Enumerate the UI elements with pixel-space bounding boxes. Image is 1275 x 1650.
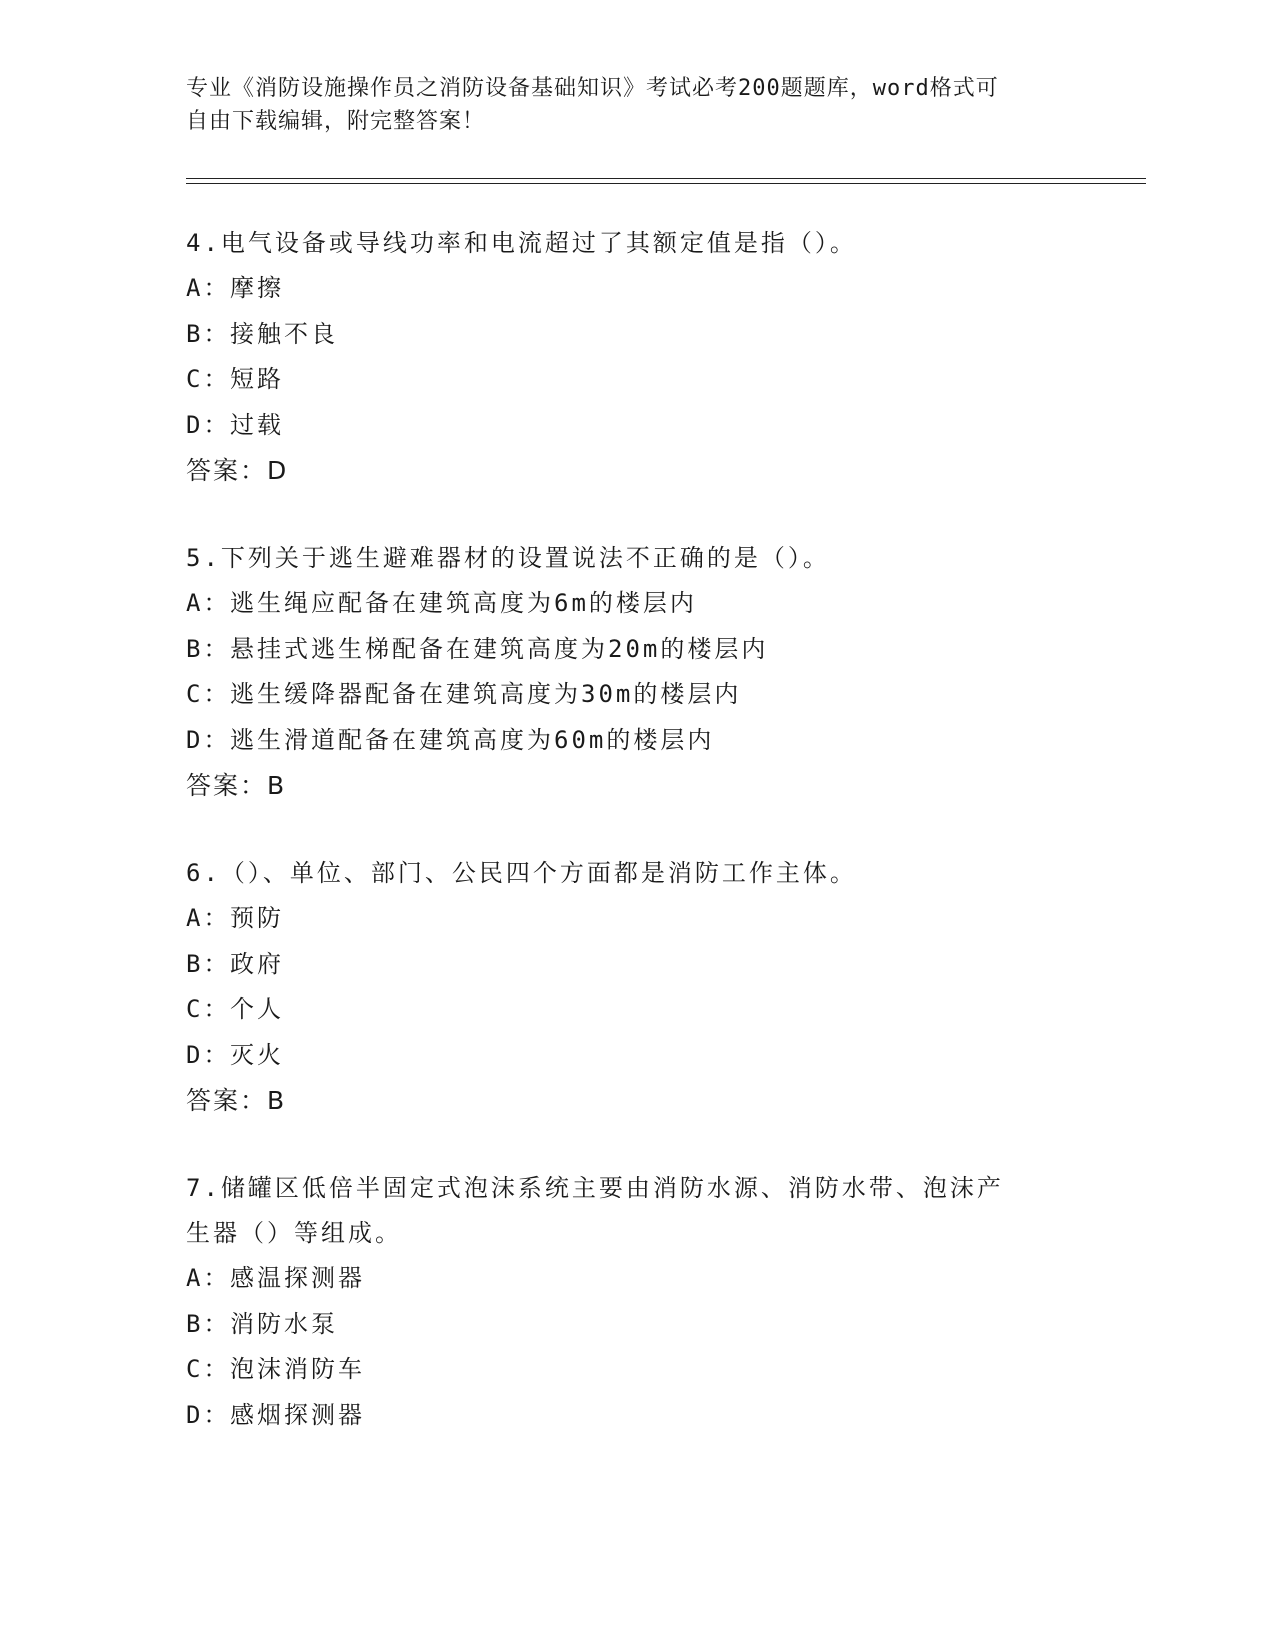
option-b — [186, 942, 1086, 988]
question-stem — [186, 221, 1086, 266]
option-key: D： — [186, 410, 231, 439]
option-key: B： — [186, 1309, 231, 1338]
option-text: 感烟探测器 — [230, 1400, 365, 1429]
answer-line: 答案：D — [186, 456, 289, 485]
header-divider-top — [186, 178, 1146, 179]
option-text: 感温探测器 — [230, 1264, 365, 1292]
answer-line: 答案：B — [186, 771, 287, 800]
header-line-2: 自由下载编辑，附完整答案！ — [186, 109, 486, 134]
option-key: C： — [186, 680, 231, 708]
option-key: B： — [186, 949, 231, 978]
option-c — [186, 357, 1086, 403]
answer-line: 答案：B — [186, 1086, 287, 1115]
question-stem-line: 4.电气设备或导线功率和电流超过了其额定值是指（）。 — [186, 229, 857, 257]
option-c — [186, 987, 1086, 1033]
option-key: D： — [186, 1400, 231, 1429]
option-key: C： — [186, 1355, 231, 1383]
option-text: 过载 — [230, 410, 284, 439]
option-key: A： — [186, 904, 231, 932]
question-block — [186, 1166, 1086, 1438]
option-b — [186, 627, 1086, 673]
option-d — [186, 1393, 1086, 1439]
option-key: B： — [186, 319, 231, 348]
option-text: 消防水泵 — [230, 1309, 338, 1338]
question-stem-line: 6.（）、单位、部门、公民四个方面都是消防工作主体。 — [186, 859, 857, 887]
option-c — [186, 1347, 1086, 1393]
document-header — [186, 72, 1086, 138]
option-a — [186, 1256, 1086, 1302]
option-key: D： — [186, 1040, 231, 1069]
question-stem — [186, 851, 1086, 896]
option-a — [186, 266, 1086, 312]
option-d — [186, 403, 1086, 449]
question-block — [186, 221, 1086, 494]
question-stem — [186, 1166, 1086, 1256]
question-block — [186, 536, 1086, 809]
header-divider-bottom — [186, 183, 1146, 184]
option-text: 预防 — [230, 904, 284, 932]
option-text: 逃生缓降器配备在建筑高度为30m的楼层内 — [230, 680, 742, 708]
option-key: D： — [186, 725, 231, 754]
option-key: A： — [186, 589, 231, 617]
question-stem-line: 7.储罐区低倍半固定式泡沫系统主要由消防水源、消防水带、泡沫产 — [186, 1174, 1004, 1202]
option-text: 摩擦 — [230, 274, 284, 302]
header-line-1: 专业《消防设施操作员之消防设备基础知识》考试必考200题题库，word格式可 — [186, 76, 999, 101]
option-text: 短路 — [230, 365, 284, 393]
question-block — [186, 851, 1086, 1124]
option-text: 泡沫消防车 — [230, 1355, 365, 1383]
question-stem-line: 生器（）等组成。 — [186, 1219, 402, 1247]
option-a — [186, 896, 1086, 942]
question-stem-line: 5.下列关于逃生避难器材的设置说法不正确的是（）。 — [186, 544, 830, 572]
option-b — [186, 1302, 1086, 1348]
option-d — [186, 718, 1086, 764]
option-a — [186, 581, 1086, 627]
option-text: 个人 — [230, 995, 284, 1023]
option-c — [186, 672, 1086, 718]
option-b — [186, 312, 1086, 358]
option-text: 悬挂式逃生梯配备在建筑高度为20m的楼层内 — [230, 634, 769, 663]
question-stem — [186, 536, 1086, 581]
option-key: A： — [186, 274, 231, 302]
option-text: 逃生绳应配备在建筑高度为6m的楼层内 — [230, 589, 697, 617]
option-text: 逃生滑道配备在建筑高度为60m的楼层内 — [230, 725, 715, 754]
option-key: C： — [186, 995, 231, 1023]
option-text: 灭火 — [230, 1040, 284, 1069]
option-key: A： — [186, 1264, 231, 1292]
option-key: C： — [186, 365, 231, 393]
option-text: 接触不良 — [230, 319, 338, 348]
option-d — [186, 1033, 1086, 1079]
option-text: 政府 — [230, 949, 284, 978]
option-key: B： — [186, 634, 231, 663]
